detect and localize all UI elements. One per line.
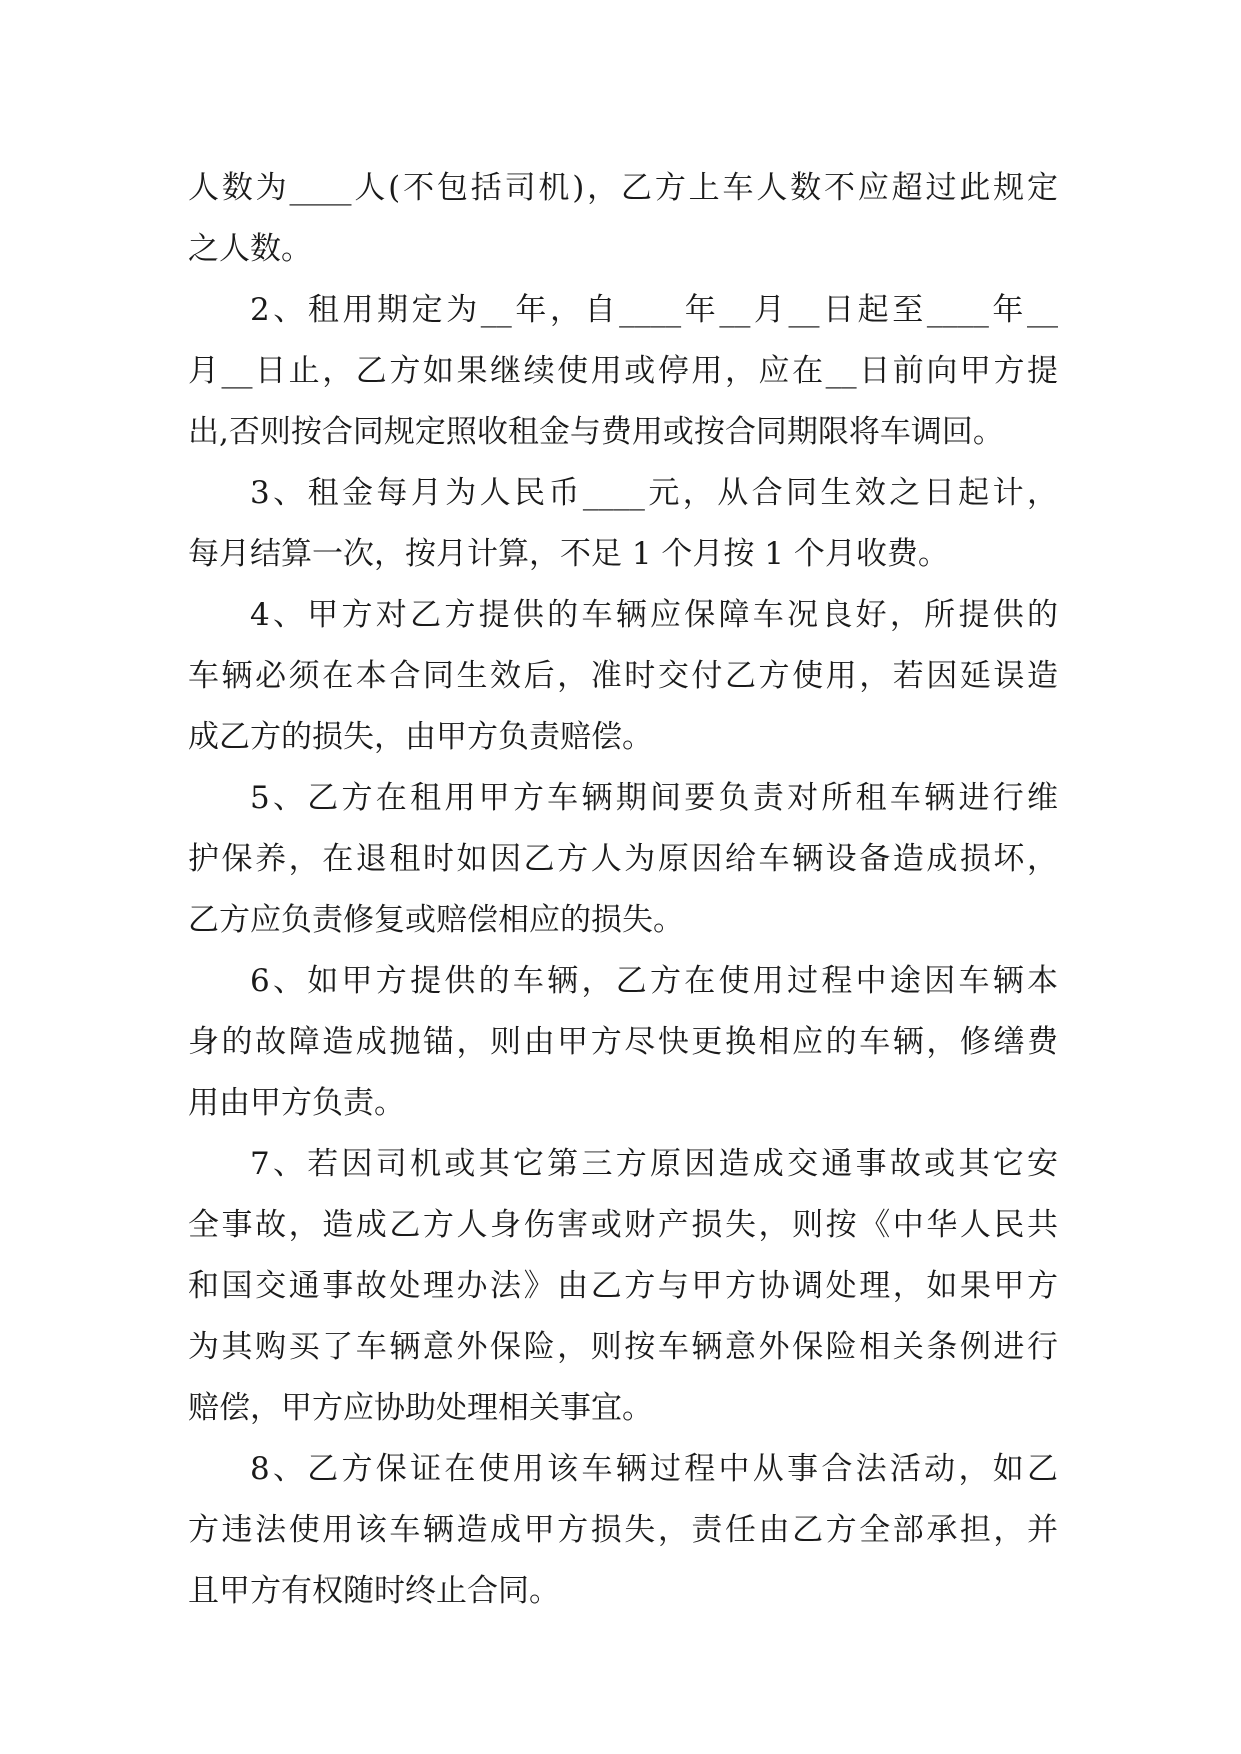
text-line: 6、如甲方提供的车辆，乙方在使用过程中途因车辆本 (250, 963, 1058, 999)
text-line: 且甲方有权随时终止合同。 (188, 1573, 560, 1609)
text-line: 8、乙方保证在使用该车辆过程中从事合法活动，如乙 (250, 1451, 1058, 1487)
text-line: 3、租金每月为人民币____元，从合同生效之日起计， (250, 475, 1058, 511)
text-line: 每月结算一次，按月计算，不足 1 个月按 1 个月收费。 (188, 536, 949, 572)
text-line: 月__日止，乙方如果继续使用或停用，应在__日前向甲方提 (188, 353, 1058, 389)
text-line: 身的故障造成抛锚，则由甲方尽快更换相应的车辆，修缮费 (188, 1024, 1058, 1060)
text-line: 4、甲方对乙方提供的车辆应保障车况良好，所提供的 (250, 597, 1058, 633)
text-line: 成乙方的损失，由甲方负责赔偿。 (188, 719, 653, 755)
text-line: 之人数。 (188, 231, 312, 267)
text-line: 护保养，在退租时如因乙方人为原因给车辆设备造成损坏， (188, 841, 1058, 877)
text-line: 2、租用期定为__年，自____年__月__日起至____年__ (250, 292, 1058, 328)
text-line: 为其购买了车辆意外保险，则按车辆意外保险相关条例进行 (188, 1329, 1058, 1365)
text-line: 7、若因司机或其它第三方原因造成交通事故或其它安 (250, 1146, 1058, 1182)
text-line: 车辆必须在本合同生效后，准时交付乙方使用，若因延误造 (188, 658, 1058, 694)
text-line: 赔偿，甲方应协助处理相关事宜。 (188, 1390, 653, 1426)
document-body (188, 158, 1058, 1622)
text-line: 用由甲方负责。 (188, 1085, 405, 1121)
text-line: 人数为____人(不包括司机)，乙方上车人数不应超过此规定 (188, 170, 1058, 206)
text-line: 和国交通事故处理办法》由乙方与甲方协调处理，如果甲方 (188, 1268, 1058, 1304)
text-line: 全事故，造成乙方人身伤害或财产损失，则按《中华人民共 (188, 1207, 1058, 1243)
text-line: 乙方应负责修复或赔偿相应的损失。 (188, 902, 684, 938)
text-line: 方违法使用该车辆造成甲方损失，责任由乙方全部承担，并 (188, 1512, 1058, 1548)
text-line: 5、乙方在租用甲方车辆期间要负责对所租车辆进行维 (250, 780, 1058, 816)
text-line: 出,否则按合同规定照收租金与费用或按合同期限将车调回。 (188, 414, 1004, 450)
